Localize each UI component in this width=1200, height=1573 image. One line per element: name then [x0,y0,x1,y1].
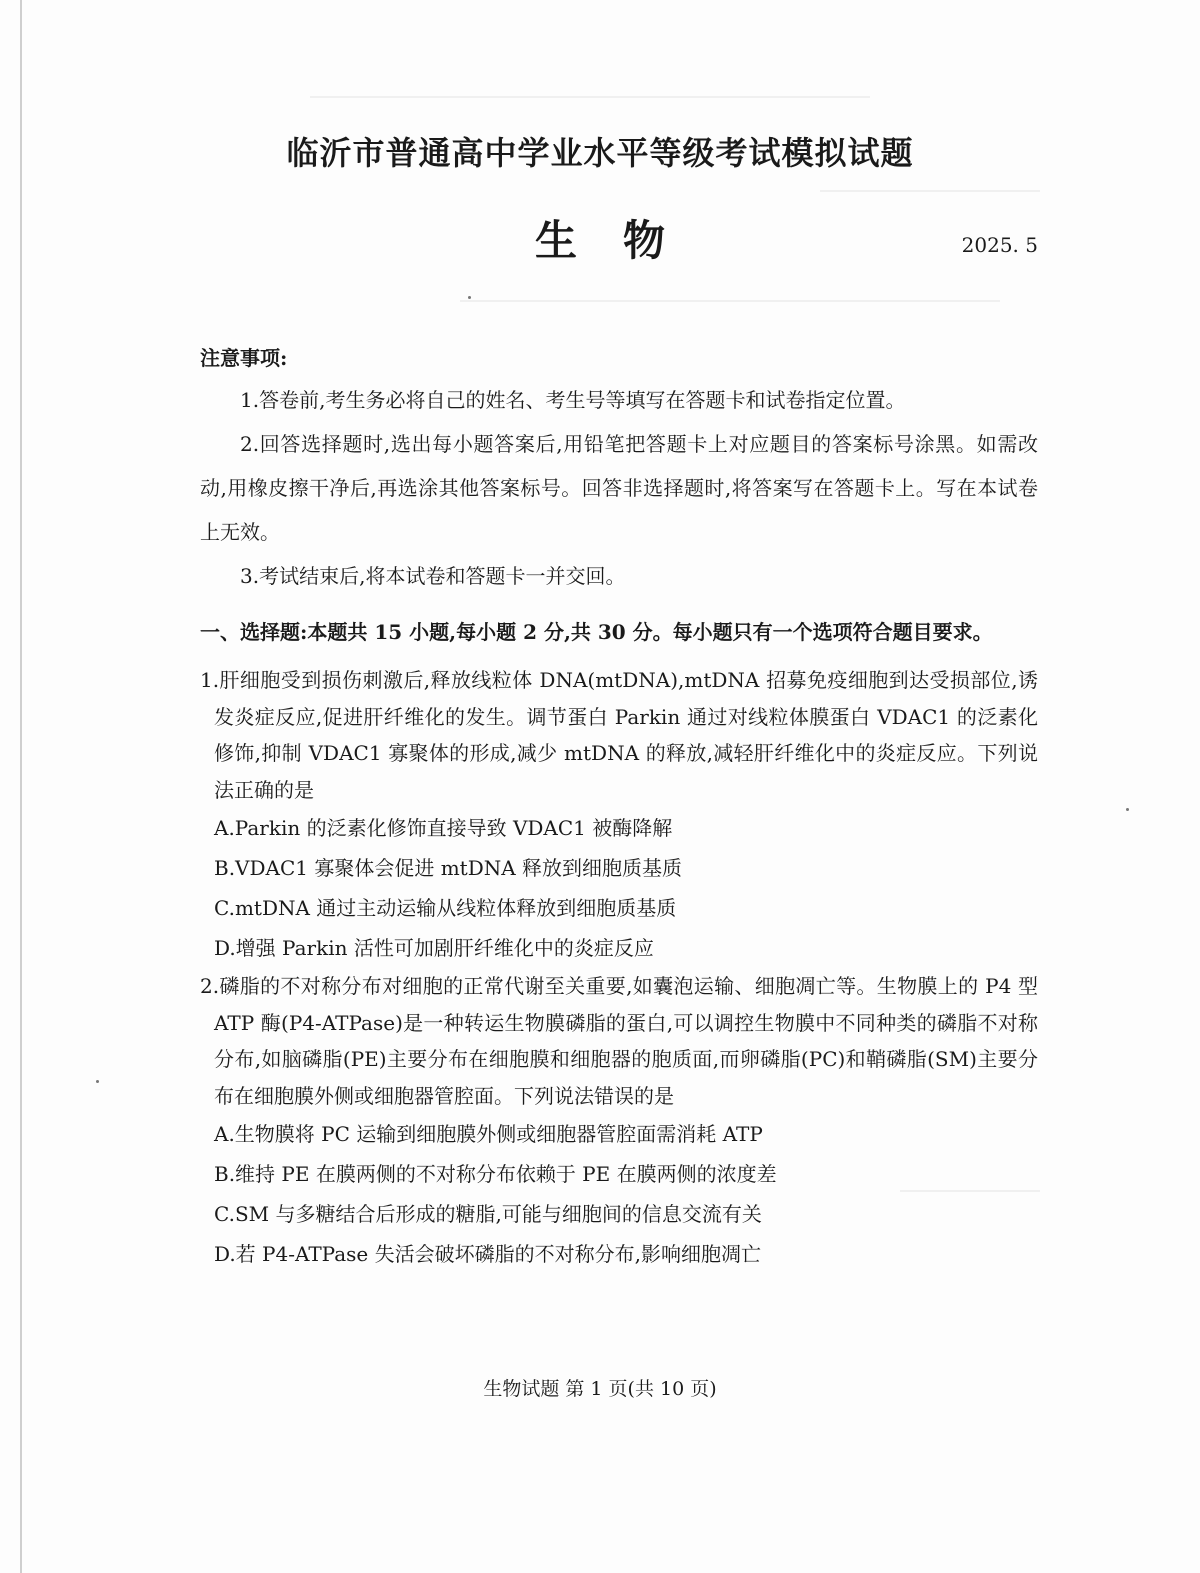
scan-speck [468,296,471,299]
option-a: A.生物膜将 PC 运输到细胞膜外侧或细胞器管腔面需消耗 ATP [214,1122,763,1146]
option-b: B.VDAC1 寡聚体会促进 mtDNA 释放到细胞质基质 [214,856,683,880]
bleed-through-mark [460,300,1000,302]
question-stem: 1.肝细胞受到损伤刺激后,释放线粒体 DNA(mtDNA),mtDNA 招募免疫细胞到达受损部位,诱发炎症反应,促进肝纤维化的发生。调节蛋白 Parkin 通过对线粒体膜蛋白 VDAC1 的泛素化修饰,抑制 VDAC1 寡聚体的形成,减少 mtDNA 的释放,减轻肝纤维化中的炎症反应。下列说法正确的是 [200,668,1038,802]
scan-speck [96,1080,99,1083]
question-stem: 2.磷脂的不对称分布对细胞的正常代谢至关重要,如囊泡运输、细胞凋亡等。生物膜上的 P4 型 ATP 酶(P4-ATPase)是一种转运生物膜磷脂的蛋白,可以调控生物膜中不同种类的磷脂不对称分布,如脑磷脂(PE)主要分布在细胞膜和细胞器的胞质面,而卵磷脂(PC)和鞘磷脂(SM)主要分布在细胞膜外侧或细胞器管腔面。下列说法错误的是 [200,974,1038,1108]
exam-title: 临沂市普通高中学业水平等级考试模拟试题 [286,134,914,172]
notice-list [200,378,1038,598]
question-2 [200,968,1038,1274]
notice-item: 1.答卷前,考生务必将自己的姓名、考生号等填写在答题卡和试卷指定位置。 [240,388,906,412]
option-d: D.增强 Parkin 活性可加剧肝纤维化中的炎症反应 [214,936,654,960]
subject-title: 生物 [534,216,711,265]
bleed-through-mark [310,96,870,98]
bleed-through-mark [820,190,1040,192]
scan-speck [1126,808,1129,811]
question-1 [200,662,1038,968]
option-d: D.若 P4-ATPase 失活会破坏磷脂的不对称分布,影响细胞凋亡 [214,1242,761,1266]
exam-date: 2025. 5 [961,233,1038,257]
option-c: C.mtDNA 通过主动运输从线粒体释放到细胞质基质 [214,896,677,920]
notice-heading: 注意事项: [200,346,288,370]
page-footer: 生物试题 第 1 页(共 10 页) [483,1378,717,1400]
notice-item: 3.考试结束后,将本试卷和答题卡一并交回。 [240,564,626,588]
section-heading: 一、选择题:本题共 15 小题,每小题 2 分,共 30 分。每小题只有一个选项符合题目要求。 [200,620,993,644]
notice-item: 2.回答选择题时,选出每小题答案后,用铅笔把答题卡上对应题目的答案标号涂黑。如需改动,用橡皮擦干净后,再选涂其他答案标号。回答非选择题时,将答案写在答题卡上。写在本试卷上无效。 [200,432,1038,544]
option-b: B.维持 PE 在膜两侧的不对称分布依赖于 PE 在膜两侧的浓度差 [214,1162,777,1186]
option-a: A.Parkin 的泛素化修饰直接导致 VDAC1 被酶降解 [214,816,673,840]
option-c: C.SM 与多糖结合后形成的糖脂,可能与细胞间的信息交流有关 [214,1202,762,1226]
question-list [200,662,1038,1274]
